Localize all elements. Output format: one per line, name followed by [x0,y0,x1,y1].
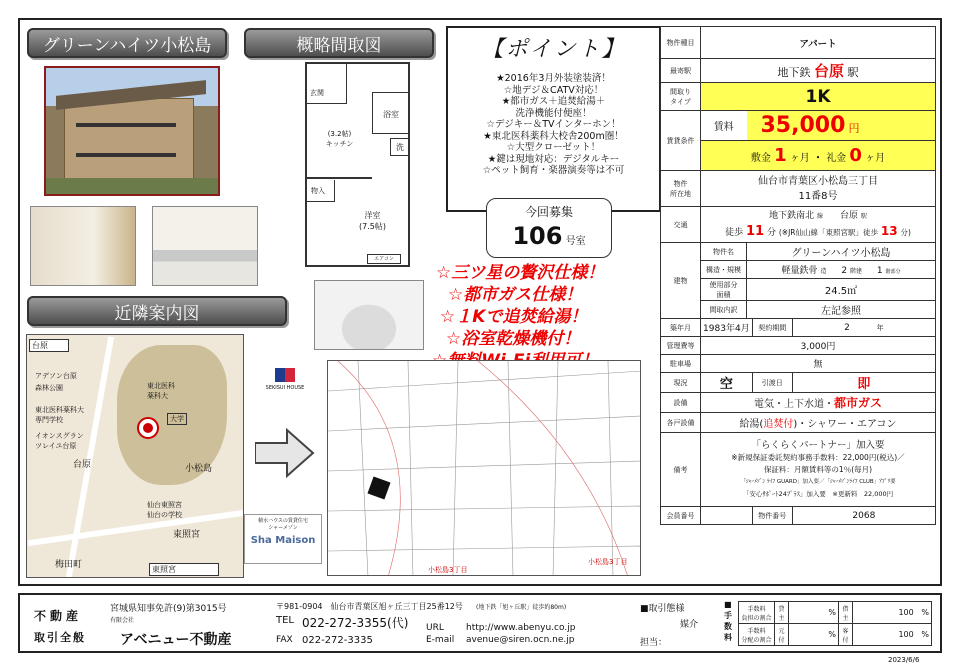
highlight-line: ☆１Kで追焚給湯！ [440,307,588,327]
bname-label: 物件名 [701,243,747,261]
building-photo [44,66,220,196]
nearby-map-pill: 近隣案内図 [27,296,287,326]
recruit-room-number: 106 [512,222,563,250]
built-value: 1983年4月 [701,319,753,337]
detail-map-label: 小松島3丁目 [588,558,628,566]
map-label: イオンスグラン [35,432,84,440]
address-line1: 仙台市青葉区小松島三丁目 [758,175,878,187]
status-label: 現況 [661,373,701,393]
layout-detail-label: 間取内訳 [701,301,747,319]
utilities-label: 設備 [661,393,701,413]
type-value: アパート [701,27,936,59]
points-box [446,26,661,212]
fee-side1b: 借 主 [839,602,853,624]
point-line: ★鍵は現地対応：デジタルキー [487,153,620,165]
structure-label: 構造・規模 [701,261,747,279]
fee-side2a: 元 付 [775,624,789,646]
fee-side2b: 客 付 [839,624,853,646]
map-label: 仙台東照宮 [147,501,182,509]
station-value [701,59,936,83]
sekisui-logo [258,368,312,400]
property-no-label: 物件番号 [752,507,792,525]
map-label: アデソン台原 [35,372,77,380]
kitchen-photo [152,206,258,286]
rent-unit: 円 [848,122,860,135]
footer-role1: 不動産 [34,609,83,623]
deposit-label: 敷金 [750,153,771,164]
highlight-line: ☆都市ガス仕様！ [448,285,583,305]
footer-person-label: 担当： [640,638,668,648]
footer-mode-label: ■取引態様 [640,604,685,614]
map-label: 台原 [73,460,92,470]
movein-value: 即 [792,373,935,393]
points-list [448,73,659,177]
walk-unit: 分 [766,227,776,238]
facilities-reheat: 追焚付 [763,419,794,430]
fee-side1a: 貸 主 [775,602,789,624]
floorplan-storage: 物入 [307,180,335,202]
footer-tel: 022-272-3355(代) [302,616,409,630]
building-name-pill: グリーンハイツ小松島 [27,28,227,58]
address-label: 物件 所在地 [661,171,701,207]
floorplan-wash: 洗 [390,138,410,156]
key-money-label: 礼金 [826,153,847,164]
map-station-tag: 台原 [29,339,69,352]
map-label: ツレイユ台原 [35,442,77,450]
shamaison-logo-text: Sha Maison [250,535,316,546]
floorplan-room: 洋室 (7.5帖) [359,211,386,231]
footer-company-type: 有限会社 [110,617,135,624]
key-money-value: 0 [849,145,862,166]
rent-label: 賃料 [701,111,747,141]
transport-label: 交通 [661,207,701,243]
shamaison-logo [244,514,322,564]
footer-fax-label: FAX [276,635,293,645]
contract-label: 契約期間 [752,319,792,337]
parking-label: 駐車場 [661,355,701,373]
building-label: 建物 [661,243,701,319]
facilities-value: 給湯(追焚付)・シャワー・エアコン [701,413,936,433]
spec-table [660,26,936,525]
point-line: 洗浄機能付便座！ [515,107,592,119]
status-value: 空 [701,373,753,393]
utilities-gas: 都市ガス [833,396,882,410]
rent-value: 35,000 [760,113,846,138]
floorplan-pill: 概略間取図 [244,28,434,58]
utilities-value: 電気・上下水道・都市ガス [701,393,936,413]
fee-pct2a: % [789,624,839,646]
note-line: 「ｼｬｰﾒｿﾞﾝ ﾗｲﾌ GUARD」加入要／「ｼｬｰﾒｿﾞﾝﾗｲﾌ CLUB」ｱﾌﾟﾘ要 [740,478,896,485]
station-label: 最寄駅 [661,59,701,83]
built-label: 築年月 [661,319,701,337]
detail-map-label: 小松島3丁目 [428,566,468,574]
point-line: ☆地デジ＆CATV対応！ [503,84,604,96]
map-label: 東北医科 [147,382,175,390]
footer-company: アベニュー不動産 [120,632,232,648]
floorplan-entrance: 玄関 [307,62,347,104]
bathroom-photo [314,280,424,350]
deposit-key-value: 敷金 1 ヶ月 ・ 礼金 0 ヶ月 [701,141,936,171]
shamaison-caption: 積水ハウスの賃貸住宅 シャーメゾン [258,518,308,531]
footer-license: 宮城県知事免許(9)第3015号 [110,604,227,614]
walk-prefix: 徒歩 [725,227,744,238]
terms-label: 賃貸条件 [661,111,701,171]
contract-value: 2 年 [792,319,935,337]
walk-extra-unit: 分) [900,227,911,237]
recruit-label: 今回募集 [524,205,573,219]
point-line: ★2016年3月外装塗装済！ [496,73,611,84]
footer-address-note: (地下鉄「旭ヶ丘駅」徒歩約80m) [476,604,567,611]
parking-value: 無 [701,355,936,373]
fee-share1-label: 手数料 負担の割合 [739,602,775,624]
note-line: 「安心ｻﾎﾟｰﾄ24ﾌﾟﾗｽ」加入要 ※更新料 22,000円 [742,489,894,498]
structure-value [747,261,936,279]
footer-url[interactable]: http://www.abenyu.co.jp [466,623,576,633]
sekisui-text: SEKISUI HOUSE [265,385,305,391]
movein-label: 引渡日 [752,373,792,393]
walk-extra: (※JR仙山線「東照宮駅」徒歩 [778,227,878,237]
note-line: ※新規保証委託契約事務手数料：22,000円(税込)／ [731,452,905,462]
footer [18,593,942,653]
floorplan-bath: 浴室 [372,92,410,134]
map-label: 梅田町 [55,560,83,570]
footer-tel-label: TEL [276,615,294,626]
footer-mode-value: 媒介 [680,620,699,630]
recruit-room-suffix: 号室 [565,236,586,247]
fee-pct1b: 100 % [853,602,932,624]
layout-detail-value: 左記参照 [747,301,936,319]
floors-value: 2 [841,266,848,276]
floorplan [305,62,415,272]
note-line: 保証料：月額賃料等の1％(毎月) [763,464,873,474]
note-line: 「らくらくパートナー」加入要 [751,439,885,451]
fee-pct1a: % [789,602,839,624]
mgmt-value: 3,000円 [701,337,936,355]
station-name: 台原 [813,62,844,80]
point-line: ☆大型クローゼット！ [506,142,601,153]
transport-value [701,207,936,243]
area-label: 使用部分 面積 [701,279,747,301]
station-prefix: 地下鉄 [777,66,811,79]
floor-suffix: 階部分 [885,269,901,275]
fee-table [738,601,932,646]
map-label: 小松島 [185,464,213,474]
facilities-label: 各戸設備 [661,413,701,433]
sekisui-mark-icon [275,368,295,382]
detail-map [327,360,641,576]
floorplan-kitchen: (3.2帖) キッチン [307,104,372,179]
type-label: 物件種目 [661,27,701,59]
point-line: ★東北医科薬科大校舎200m圏！ [483,130,624,142]
structure-type: 軽量鉄骨 [781,266,818,276]
map-label: 東照宮 [173,530,201,540]
map-label: 森林公園 [35,384,63,392]
notes-value [701,433,936,507]
footer-email-label: E-mail [426,635,455,645]
floorplan-ac: エアコン [367,254,401,264]
map-station2-tag: 東照宮 [149,563,219,576]
line-name: 地下鉄南北 [769,210,815,221]
floor-value: 1 [876,266,883,276]
contract-unit: 年 [876,323,884,332]
mgmt-label: 管理費等 [661,337,701,355]
area-value: 24.5㎡ [747,279,936,301]
floors-suffix: 階建 [849,268,862,275]
footer-role2: 取引全般 [34,631,86,644]
transport-station-suffix: 駅 [860,212,867,220]
fee-share2-label: 手数料 分配の割合 [739,624,775,646]
footer-email[interactable]: avenue@siren.ocn.ne.jp [466,635,575,645]
point-line: ☆デジキー＆TVインターホン！ [486,119,621,130]
property-marker-icon [137,417,159,439]
map-label: 東北医科薬科大 [35,406,84,414]
map-road [28,510,244,546]
line-suffix: 線 [817,212,824,220]
points-title: 【ポイント】 [481,37,626,62]
map-label: 仙台の学校 [147,511,182,519]
fee-pct2b: 100 % [853,624,932,646]
notes-label: 備考 [661,433,701,507]
area-map [26,334,244,578]
map-label: 専門学校 [35,416,63,424]
point-line: ★都市ガス＋追焚給湯＋ [501,96,606,107]
transport-station: 台原 [839,210,858,221]
recruit-box [486,198,612,258]
footer-fax: 022-272-3335 [302,635,373,646]
station-suffix: 駅 [847,66,859,79]
walk-extra-value: 13 [880,223,898,238]
highlight-line: ☆三ツ星の贅沢仕様！ [436,263,605,283]
address-value [701,171,936,207]
structure-suffix: 造 [820,268,827,275]
arrow-icon [255,428,315,478]
address-line2: 11番8号 [798,190,838,202]
layout-label: 間取り タイプ [661,83,701,111]
deposit-unit: ヶ月 [789,153,810,164]
walk-value: 11 [746,223,765,239]
deposit-value: 1 [774,145,787,166]
map-label: 薬科大 [147,392,168,400]
footer-fee-label: ■ 手 数 料 [724,600,732,642]
member-value [701,507,753,525]
highlight-line: ☆浴室乾燥機付！ [446,329,581,349]
layout-value: 1K [701,83,936,111]
property-no-value: 2068 [792,507,935,525]
bname-value: グリーンハイツ小松島 [747,243,936,261]
member-label: 会員番号 [661,507,701,525]
map-label: 大学 [167,413,187,425]
footer-address: 〒981-0904 仙台市青葉区旭ヶ丘三丁目25番12号 [276,602,463,611]
entrance-photo [30,206,136,286]
key-money-unit: ヶ月 [865,153,886,164]
footer-url-label: URL [426,623,444,633]
point-line: ☆ペット飼育・楽器演奏等は不可 [482,165,625,176]
print-date: 2023/6/6 [888,656,920,664]
